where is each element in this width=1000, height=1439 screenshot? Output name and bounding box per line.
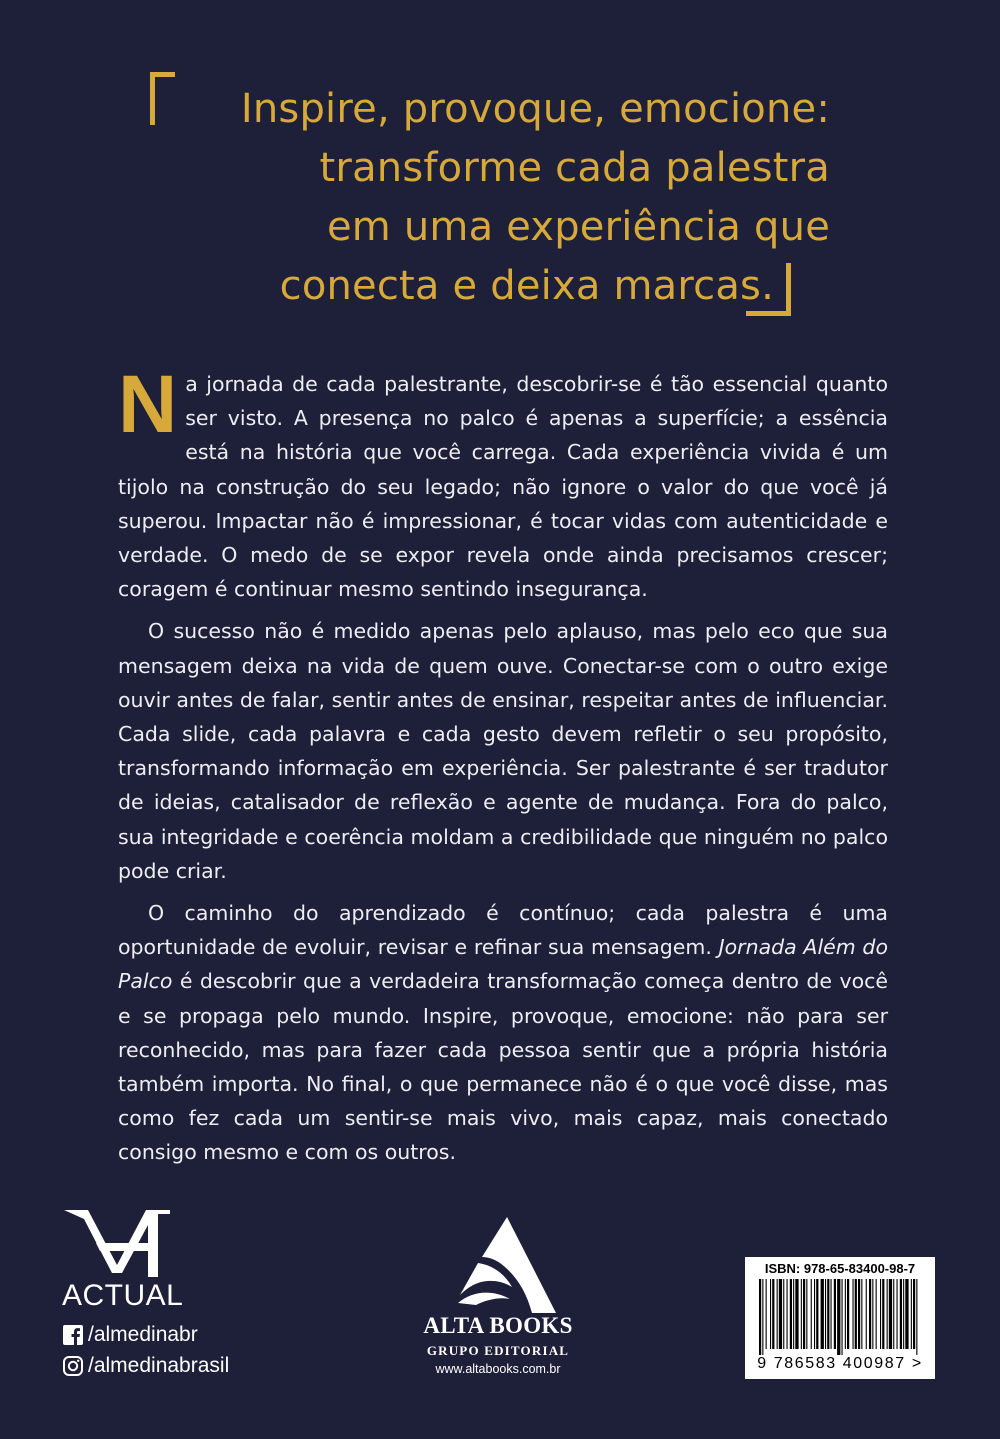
book-title-italic: Jornada Além do Palco	[118, 935, 888, 994]
paragraph-1-text: a jornada de cada palestrante, descobrir-se é tão essencial quanto ser visto. A presença no palco é apenas a superfície; a essência está na história que você carrega. Cada experiência vivida é um tijolo na construção do seu legado; não ignore o valor do que você já superou. Impactar não é impressionar, é tocar vidas com autenticidade e verdade. O medo de se expor revela onde ainda precisamos crescer; coragem é continuar mesmo sentindo insegurança.	[118, 372, 888, 602]
quote-line-3: em uma experiência que	[326, 204, 830, 250]
facebook-icon	[62, 1324, 84, 1346]
paragraph-3-end: é descobrir que a verdadeira transformação começa dentro de você e se propaga pelo mundo. Inspire, provoque, emocione: não para ser reconhecido, mas para fazer cada pessoa sentir que a própria história também importa. No final, o que permanece não é o que você disse, mas como fez cada um sentir-se mais vivo, mais capaz, mais conectado consigo mesmo e com os outros.	[118, 969, 888, 1165]
paragraph-1	[118, 359, 888, 606]
synopsis	[118, 359, 888, 1178]
barcode-digits: 9 786583 400987 >	[757, 1355, 923, 1372]
instagram-icon	[62, 1355, 84, 1377]
pull-quote	[170, 80, 830, 316]
quote-line-4: conecta e deixa marcas.	[279, 263, 774, 309]
alta-books-url[interactable]: www.altabooks.com.br	[435, 1362, 561, 1376]
alta-books-logo	[452, 1213, 562, 1321]
paragraph-2: O sucesso não é medido apenas pelo aplauso, mas pelo eco que sua mensagem deixa na vida de quem ouve. Conectar-se com o outro exige ouvir antes de falar, sentir antes de ensinar, respeitar antes de influenciar. Cada slide, cada palavra e cada gesto devem refletir o seu propósito, transformando informação em experiência. Ser palestrante é ser tradutor de ideias, catalisador de reflexão e agente de mudança. Fora do palco, sua integridade e coerência moldam a credibilidade que ninguém no palco pode criar.	[118, 619, 888, 883]
facebook-link[interactable]	[62, 1321, 198, 1349]
barcode-bars	[759, 1279, 921, 1355]
quote-line-2: transforme cada palestra	[319, 145, 830, 191]
paragraph-3-start: O caminho do aprendizado é contínuo; cada palestra é uma oportunidade de evoluir, revisar e refinar sua mensagem.	[118, 901, 888, 960]
paragraph-3	[118, 896, 888, 1170]
isbn-barcode	[745, 1257, 935, 1379]
actual-publisher-name: ACTUAL	[62, 1279, 184, 1312]
quote-close-bracket	[746, 263, 791, 316]
alta-books-name: ALTA BOOKS	[423, 1313, 573, 1338]
instagram-handle: /almedinabrasil	[88, 1354, 230, 1377]
isbn-label: ISBN: 978-65-83400-98-7	[764, 1261, 916, 1276]
alta-books-subtitle: GRUPO EDITORIAL	[426, 1343, 570, 1358]
drop-cap: N	[118, 359, 178, 450]
instagram-link[interactable]	[62, 1352, 229, 1380]
facebook-handle: /almedinabr	[88, 1323, 198, 1346]
quote-line-1: Inspire, provoque, emocione:	[240, 86, 830, 132]
